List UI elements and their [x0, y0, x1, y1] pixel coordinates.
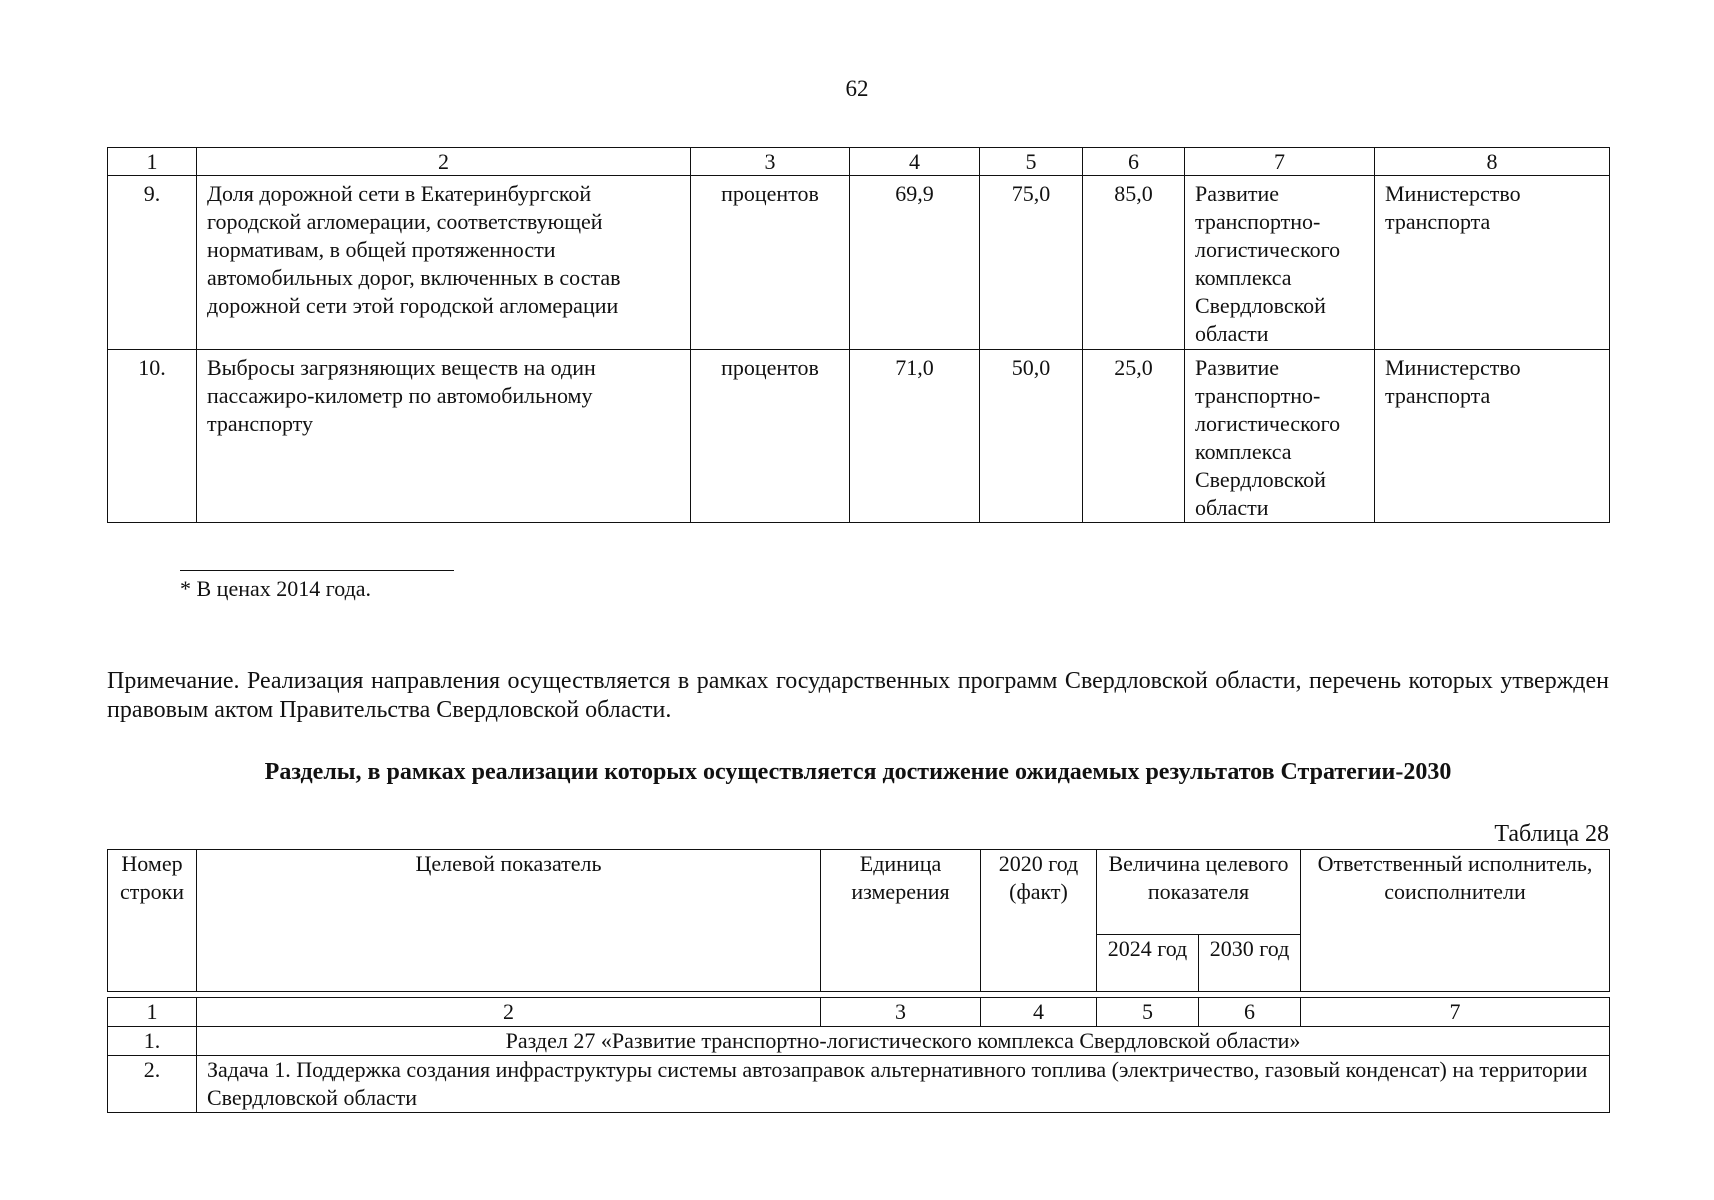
task-cell: Задача 1. Поддержка создания инфраструктуры системы автозаправок альтернативного топлива (электричество, газовый конденсат) на территории Свердловской области — [197, 1056, 1610, 1113]
footnote-separator — [180, 570, 454, 571]
column-number: 5 — [1097, 998, 1199, 1027]
executor-cell: Министерство транспорта — [1375, 350, 1610, 523]
indicator-cell: Доля дорожной сети в Екатеринбургской городской агломерации, соответствующей нормативам, в общей протяженности автомобильных дорог, включенных в состав дорожной сети этой городской агломерации — [197, 176, 691, 350]
table-row — [108, 176, 1610, 350]
note-paragraph: Примечание. Реализация направления осуществляется в рамках государственных программ Свердловской области, перечень которых утвержден правовым актом Правительства Свердловской области. — [107, 668, 1609, 723]
column-number: 4 — [981, 998, 1097, 1027]
value-cell: 71,0 — [850, 350, 980, 523]
header-executor: Ответственный исполнитель, соисполнители — [1301, 850, 1610, 992]
header-cell: 3 — [691, 148, 850, 176]
unit-cell: процентов — [691, 176, 850, 350]
sections-table — [107, 849, 1610, 1113]
header-cell: 8 — [1375, 148, 1610, 176]
executor-cell: Министерство транспорта — [1375, 176, 1610, 350]
page-number: 62 — [845, 76, 869, 101]
section-cell: Развитие транспортно-логистического комплекса Свердловской области — [1185, 350, 1375, 523]
header-year-2030: 2030 год — [1199, 935, 1301, 992]
value-cell: 85,0 — [1083, 176, 1185, 350]
header-indicator: Целевой показатель — [197, 850, 821, 992]
section-title: Разделы, в рамках реализации которых осуществляется достижение ожидаемых результатов Стратегии-2030 — [264, 759, 1452, 785]
column-number: 6 — [1199, 998, 1301, 1027]
header-cell: 2 — [197, 148, 691, 176]
footnote: * В ценах 2014 года. — [180, 576, 372, 601]
column-number: 3 — [821, 998, 981, 1027]
indicator-cell: Выбросы загрязняющих веществ на один пассажиро-километр по автомобильному транспорту — [197, 350, 691, 523]
header-row-number: Номер строки — [108, 850, 197, 992]
value-cell: 69,9 — [850, 176, 980, 350]
indicators-table-continued — [107, 147, 1610, 523]
row-number: 10. — [108, 350, 197, 523]
header-year-2024: 2024 год — [1097, 935, 1199, 992]
header-cell: 4 — [850, 148, 980, 176]
table-row — [108, 1056, 1610, 1113]
table-header-row — [108, 148, 1610, 176]
table-label: Таблица 28 — [1494, 821, 1609, 847]
header-cell: 1 — [108, 148, 197, 176]
column-number: 7 — [1301, 998, 1610, 1027]
column-number: 2 — [197, 998, 821, 1027]
table-row — [108, 350, 1610, 523]
value-cell: 25,0 — [1083, 350, 1185, 523]
header-fact-2020: 2020 год (факт) — [981, 850, 1097, 992]
table-header-row — [108, 850, 1610, 935]
column-number-row — [108, 998, 1610, 1027]
header-cell: 5 — [980, 148, 1083, 176]
table-row — [108, 1027, 1610, 1056]
value-cell: 50,0 — [980, 350, 1083, 523]
unit-cell: процентов — [691, 350, 850, 523]
header-unit: Единица измерения — [821, 850, 981, 992]
header-cell: 7 — [1185, 148, 1375, 176]
row-number: 2. — [108, 1056, 197, 1113]
row-number: 1. — [108, 1027, 197, 1056]
section-cell: Развитие транспортно-логистического комплекса Свердловской области — [1185, 176, 1375, 350]
header-target: Величина целевого показателя — [1097, 850, 1301, 935]
section-heading-cell: Раздел 27 «Развитие транспортно-логистического комплекса Свердловской области» — [197, 1027, 1610, 1056]
column-number: 1 — [108, 998, 197, 1027]
row-number: 9. — [108, 176, 197, 350]
value-cell: 75,0 — [980, 176, 1083, 350]
header-cell: 6 — [1083, 148, 1185, 176]
